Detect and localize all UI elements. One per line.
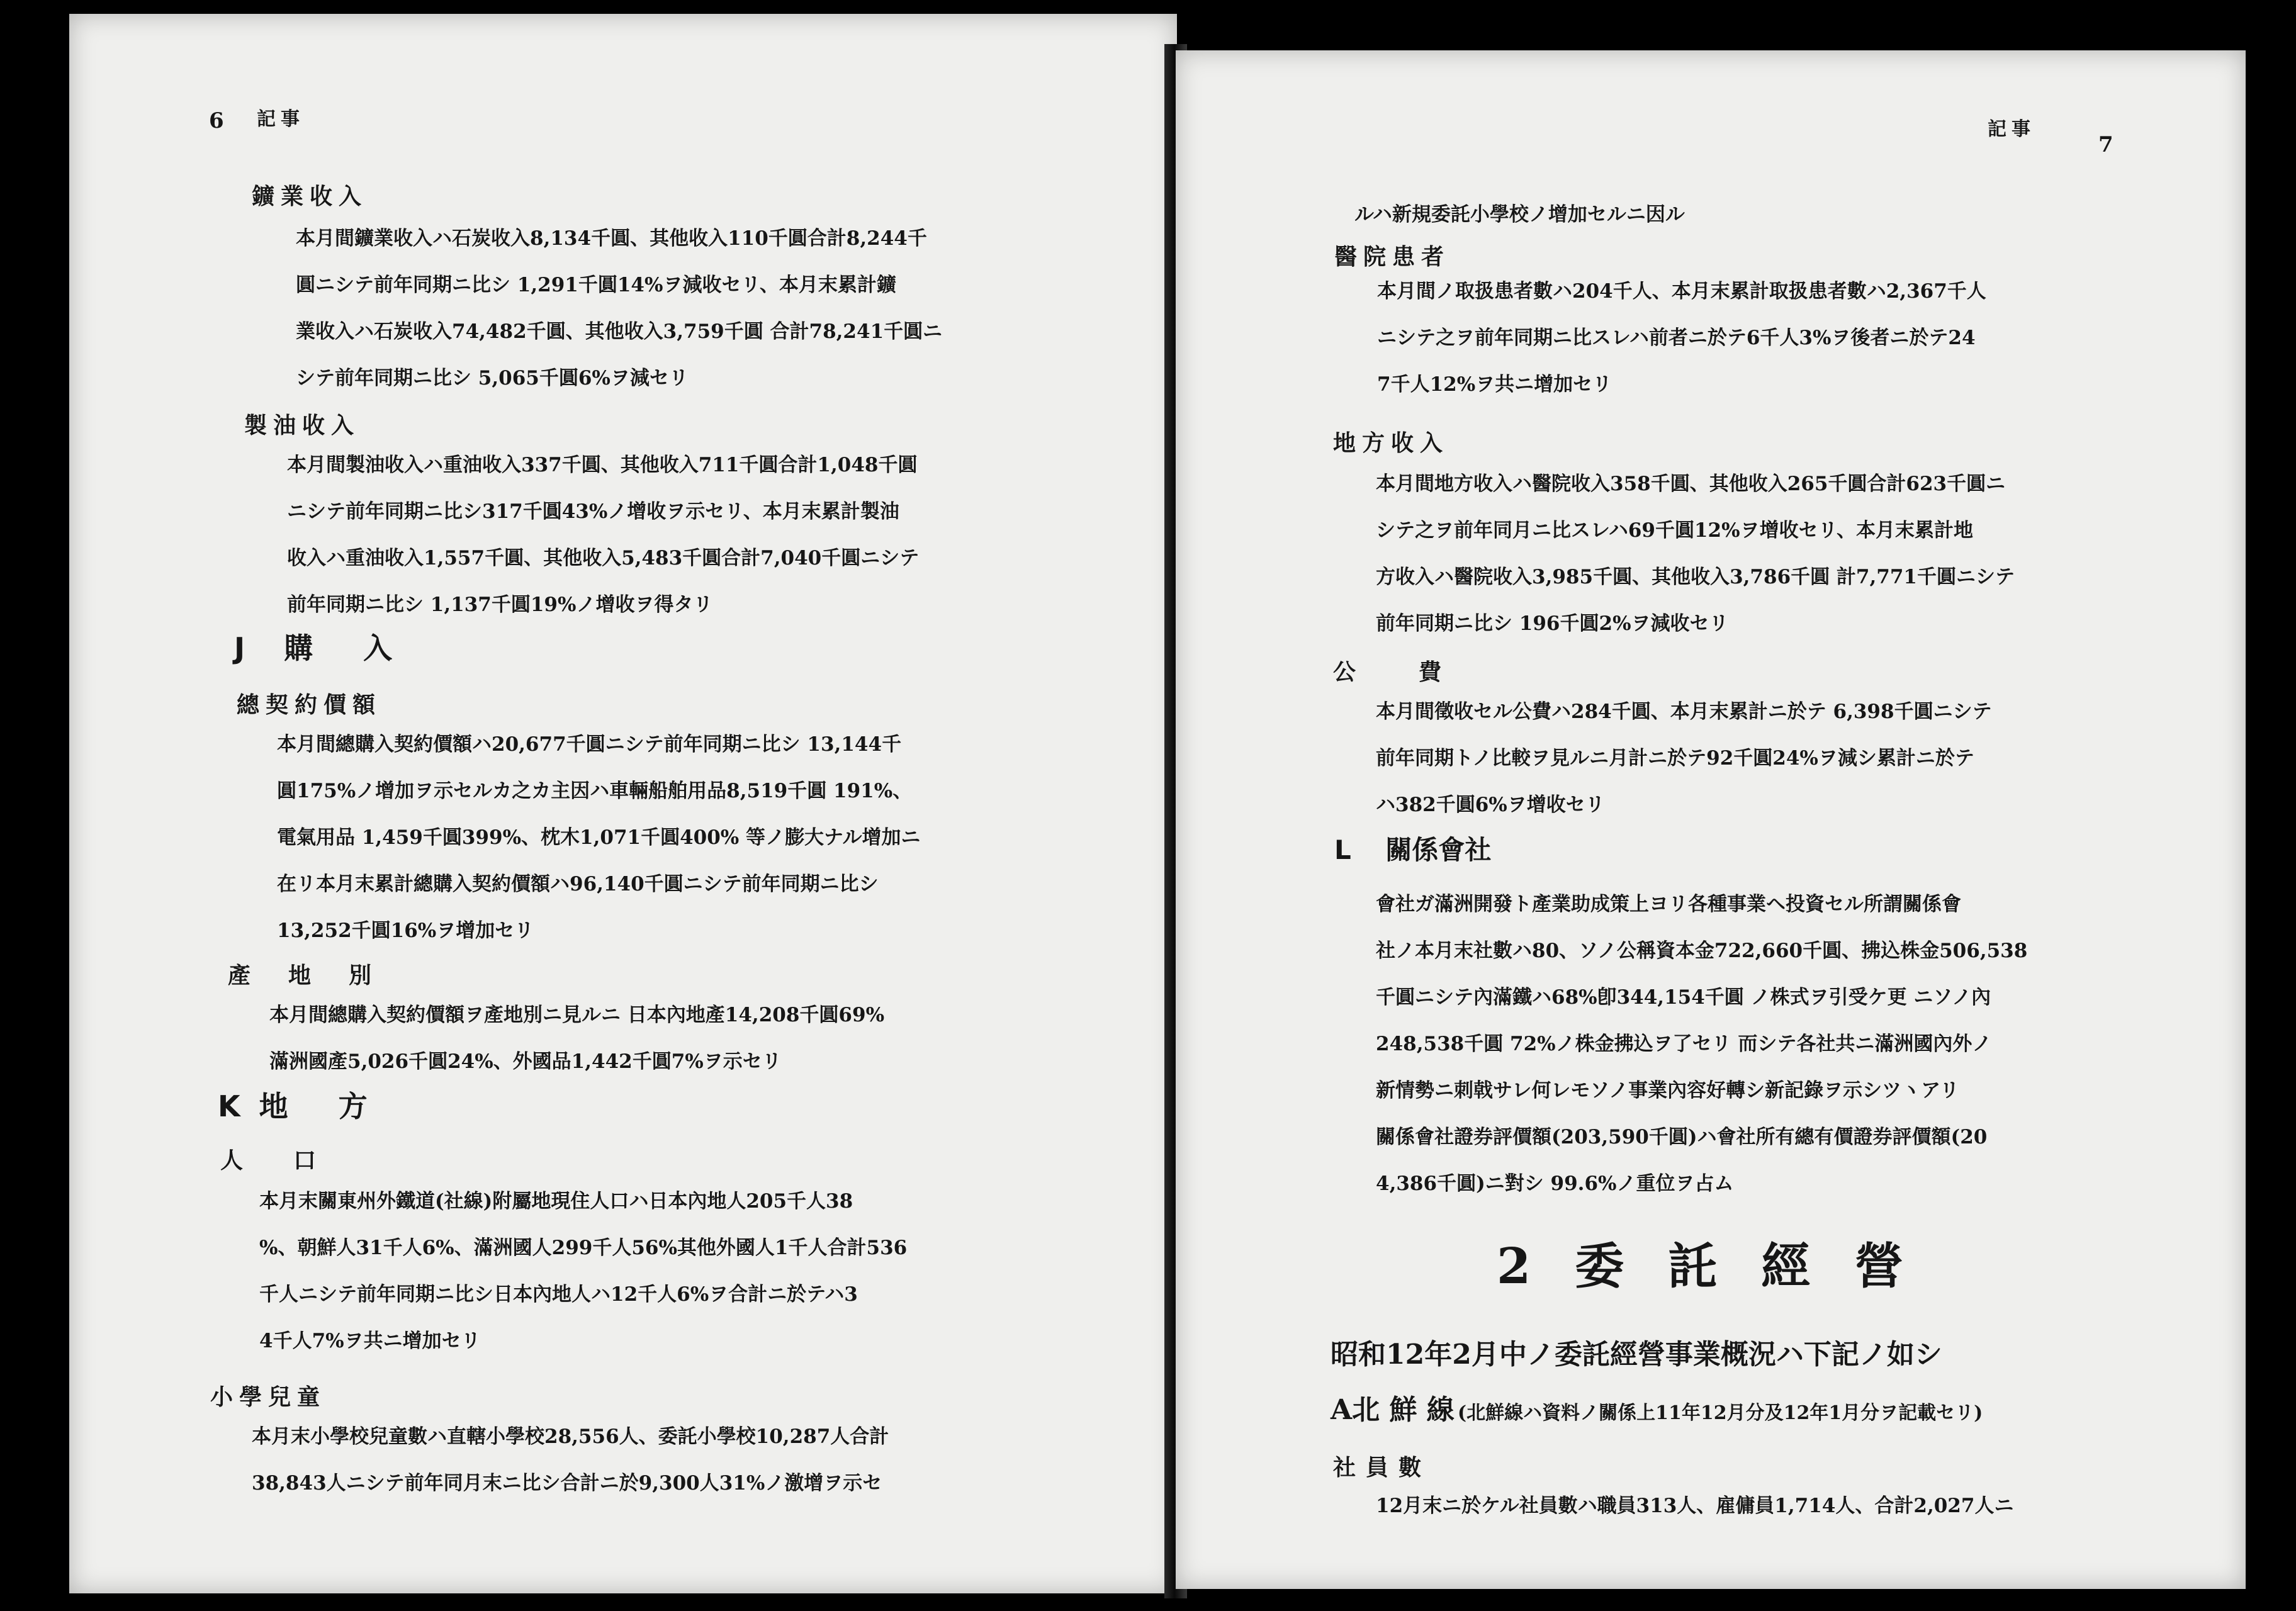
section-heading: 總契約價額 — [237, 692, 382, 718]
continuation-line: ルハ新規委託小學校ノ增加セルニ因ル — [1354, 203, 1685, 226]
subsection-title: A北 鮮 線 — [1331, 1394, 1455, 1426]
intro-line: 昭和12年2月中ノ委託經營事業概況ハ下記ノ如シ — [1331, 1339, 1942, 1371]
paragraph: 本月間鑛業收入ハ石炭收入8,134千圓、其他收入110千圓合計8,244千 圓ニシテ前年同期ニ比シ 1,291千圓14%ヲ減收セリ、本月末累計鑛 業收入ハ石炭收入74,482千圓、其他收入3,759千圓 合計78,241千圓ニ シテ前年同期ニ比シ 5,065千圓6%ヲ減セリ — [296, 227, 943, 390]
paragraph: 本月間徵收セル公費ハ284千圓、本月末累計ニ於テ 6,398千圓ニシテ 前年同期トノ比較ヲ見ルニ月計ニ於テ92千圓24%ヲ減シ累計ニ於テ ハ382千圓6%ヲ增收セリ — [1376, 700, 1992, 816]
section-heading: 人口 — [220, 1148, 367, 1174]
section-heading: 鑛業收入 — [252, 184, 368, 210]
right-page — [1176, 50, 2246, 1589]
paragraph: 本月間總購入契約價額ヲ產地別ニ見ルニ 日本內地產14,208千圓69% 滿洲國產5,026千圓24%、外國品1,442千圓7%ヲ示セリ — [269, 1004, 885, 1073]
section-heading: 製油收入 — [244, 413, 361, 439]
paragraph: 本月間製油收入ハ重油收入337千圓、其他收入711千圓合計1,048千圓 ニシテ前年同期ニ比シ317千圓43%ノ增收ヲ示セリ、本月末累計製油 收入ハ重油收入1,557千圓、其他收入5,483千圓合計7,040千圓ニシテ 前年同期ニ比シ 1,137千圓19%ノ增收ヲ得タリ — [287, 454, 920, 616]
paragraph: 本月末關東州外鐵道(社線)附屬地現住人口ハ日本內地人205千人38 %、朝鮮人31千人6%、滿洲國人299千人56%其他外國人1千人合計536 千人ニシテ前年同期ニ比シ日本內地人ハ12千人6%ヲ合計ニ於テハ3 4千人7%ヲ共ニ增加セリ — [259, 1190, 908, 1352]
section-heading: 公費 — [1333, 660, 1505, 685]
section-title: 2委託經營 — [1497, 1238, 1948, 1295]
running-head: 記事 — [257, 108, 305, 130]
section-heading: 社員數 — [1333, 1455, 1432, 1481]
subsection-heading — [1331, 1387, 1983, 1427]
major-heading: L 關係會社 — [1334, 834, 1492, 865]
paragraph: 本月間總購入契約價額ハ20,677千圓ニシテ前年同期ニ比シ 13,144千 圓175%ノ增加ヲ示セルカ之カ主因ハ車輛船舶用品8,519千圓 191%、 電氣用品 1,459千圓399%、枕木1,071千圓400% 等ノ膨大ナル增加ニ 在リ本月末累計總購入契約價額ハ96,140千圓ニシテ前年同期ニ比シ 13,252千圓16%ヲ增加セリ — [277, 733, 921, 942]
paragraph: 12月末ニ於ケル社員數ハ職員313人、雇傭員1,714人、合計2,027人ニ — [1376, 1495, 2014, 1517]
section-heading: 醫院患者 — [1334, 244, 1451, 270]
section-heading: 產地別 — [228, 963, 410, 989]
paragraph: 會社ガ滿洲開發ト產業助成策上ヨリ各種事業ヘ投資セル所謂關係會 社ノ本月末社數ハ80、ソノ公稱資本金722,660千圓、拂込株金506,538 千圓ニシテ內滿鐵ハ68%卽344,154千圓 ノ株式ヲ引受ケ更 ニソノ內 248,538千圓 72%ノ株金拂込ヲ了セリ 而シテ各社共ニ滿洲國內外ノ 新情勢ニ刺戟サレ何レモソノ事業內容好轉シ新記錄ヲ示シツヽアリ 關係會社證券評價額(203,590千圓)ハ會社所有總有價證券評價額(20 4,386千圓)ニ對シ 99.6%ノ重位ヲ占ム — [1376, 893, 2028, 1195]
section-heading: 小學兒童 — [210, 1384, 327, 1410]
paragraph: 本月間ノ取扱患者數ハ204千人、本月末累計取扱患者數ハ2,367千人 ニシテ之ヲ前年同期ニ比スレハ前者ニ於テ6千人3%ヲ後者ニ於テ24 7千人12%ヲ共ニ增加セリ — [1377, 280, 1986, 396]
running-head: 記事 — [1988, 118, 2035, 140]
major-heading: J 購入 — [234, 631, 443, 665]
subsection-note: (北鮮線ハ資料ノ關係上11年12月分及12年1月分ヲ記載セリ) — [1457, 1402, 1983, 1424]
section-heading: 地方收入 — [1333, 430, 1449, 456]
paragraph: 本月間地方收入ハ醫院收入358千圓、其他收入265千圓合計623千圓ニ シテ之ヲ前年同月ニ比スレハ69千圓12%ヲ增收セリ、本月末累計地 方收入ハ醫院收入3,985千圓、其他收入3,786千圓 計7,771千圓ニシテ 前年同期ニ比シ 196千圓2%ヲ減收セリ — [1376, 473, 2015, 635]
left-page — [69, 14, 1177, 1593]
major-heading: K 地方 — [218, 1089, 418, 1123]
page-number: 6 — [209, 108, 224, 133]
paragraph: 本月末小學校兒童數ハ直轄小學校28,556人、委託小學校10,287人合計 38,843人ニシテ前年同月末ニ比シ合計ニ於9,300人31%ノ激增ヲ示セ — [252, 1425, 889, 1495]
page-number: 7 — [2098, 132, 2113, 157]
